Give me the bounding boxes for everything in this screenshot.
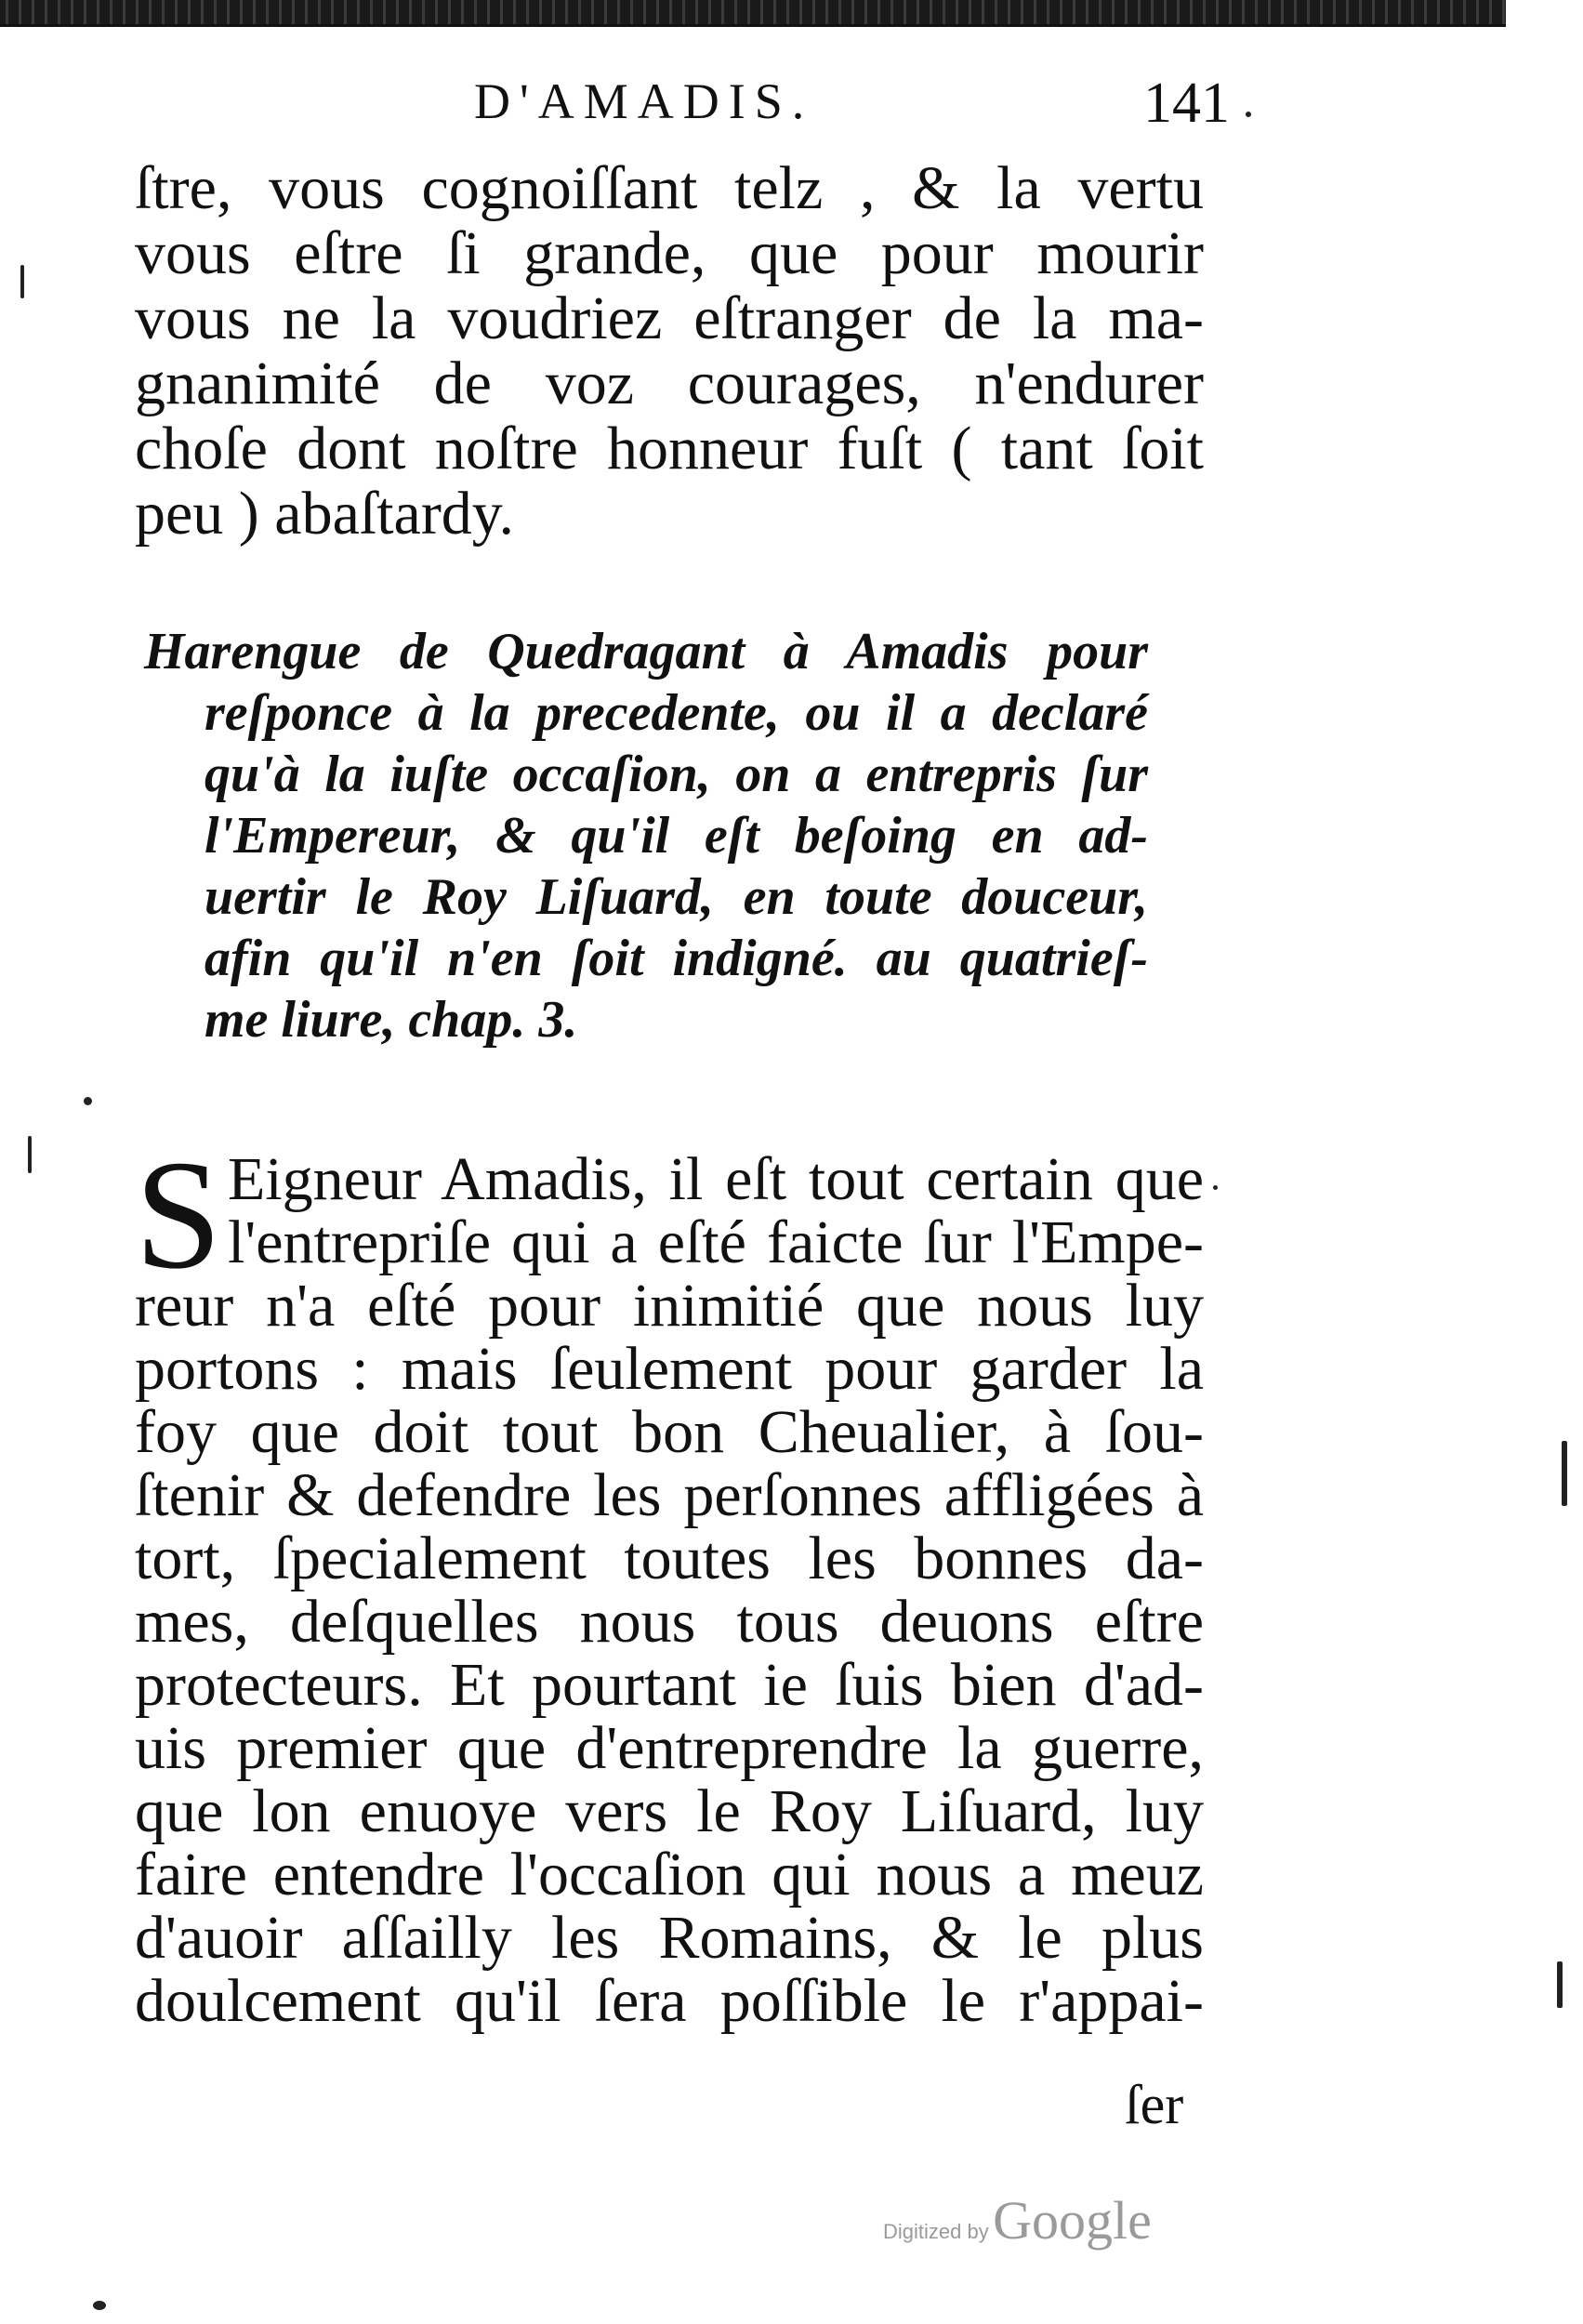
text-line: reur n'a eſté pour inimitié que nous luy [135,1272,1204,1340]
speck [20,265,24,298]
text-line: portons : mais ſeulement pour garder la [135,1335,1204,1403]
heading-line: Harengue de Quedragant à Amadis pour [144,623,1148,680]
text-line: protecteurs. Et pourtant ie ſuis bien d'ad- [135,1651,1204,1719]
speck [1557,1961,1563,2008]
speck [1213,1185,1218,1190]
digitization-watermark [883,2189,1152,2251]
speck [1562,1441,1567,1506]
text-line: ſtenir & defendre les perſonnes affligées à [135,1461,1204,1529]
text-line: gnanimité de voz courages, n'endurer [135,350,1204,417]
text-line: uis premier que d'entreprendre la guerre, [135,1714,1204,1782]
text-line: vous eſtre ſi grande, que pour mourir [135,219,1204,287]
speck [28,1136,32,1173]
running-head: D'AMADIS. [474,73,814,129]
heading-line: qu'à la iuſte occaſion, on a entrepris ſur [204,746,1148,803]
text-line: d'auoir aſſailly les Romains, & le plus [135,1904,1204,1972]
heading-line: l'Empereur, & qu'il eſt beſoing en ad- [204,807,1148,865]
paragraph-continued [135,156,1204,547]
text-line: que lon enuoye vers le Roy Liſuard, luy [135,1777,1204,1845]
drop-cap: S [135,1129,222,1301]
heading-line: reſponce à la precedente, ou il a declaré [204,684,1148,742]
heading-line: afin qu'il n'en ſoit indigné. au quatrieſ- [204,930,1148,987]
text-line: doulcement qu'il ſera poſſible le r'appai- [135,1967,1204,2035]
heading-line: me liure, chap. 3. [204,991,578,1049]
paragraph-harangue [135,1145,1204,2035]
page-number: 141 [1143,72,1230,135]
text-line: Eigneur Amadis, il eſt tout certain que [228,1145,1204,1213]
speck [93,2301,106,2310]
speck [84,1097,92,1105]
catchword: ſer [1125,2074,1184,2135]
top-border-ornament [0,0,1506,27]
text-line: ſtre, vous cognoiſſant telz , & la vertu [135,154,1204,222]
section-heading [144,621,1148,1050]
text-line: l'entrepriſe qui a eſté faicte ſur l'Empe- [228,1208,1204,1276]
text-line: foy que doit tout bon Cheualier, à ſou- [135,1398,1204,1466]
watermark-prefix: Digitized by [883,2220,989,2243]
text-line: tort, ſpecialement toutes les bonnes da- [135,1525,1204,1592]
heading-line: uertir le Roy Liſuard, en toute douceur, [204,868,1148,926]
google-logo: Google [993,2190,1152,2251]
text-line: choſe dont noſtre honneur fuſt ( tant ſoit [135,415,1204,482]
speck [1246,112,1251,117]
text-line: mes, deſquelles nous tous deuons eſtre [135,1588,1204,1656]
text-line: peu ) abaſtardy. [135,480,515,548]
text-line: vous ne la voudriez eſtranger de la ma- [135,284,1204,352]
text-line: faire entendre l'occaſion qui nous a meuz [135,1841,1204,1908]
